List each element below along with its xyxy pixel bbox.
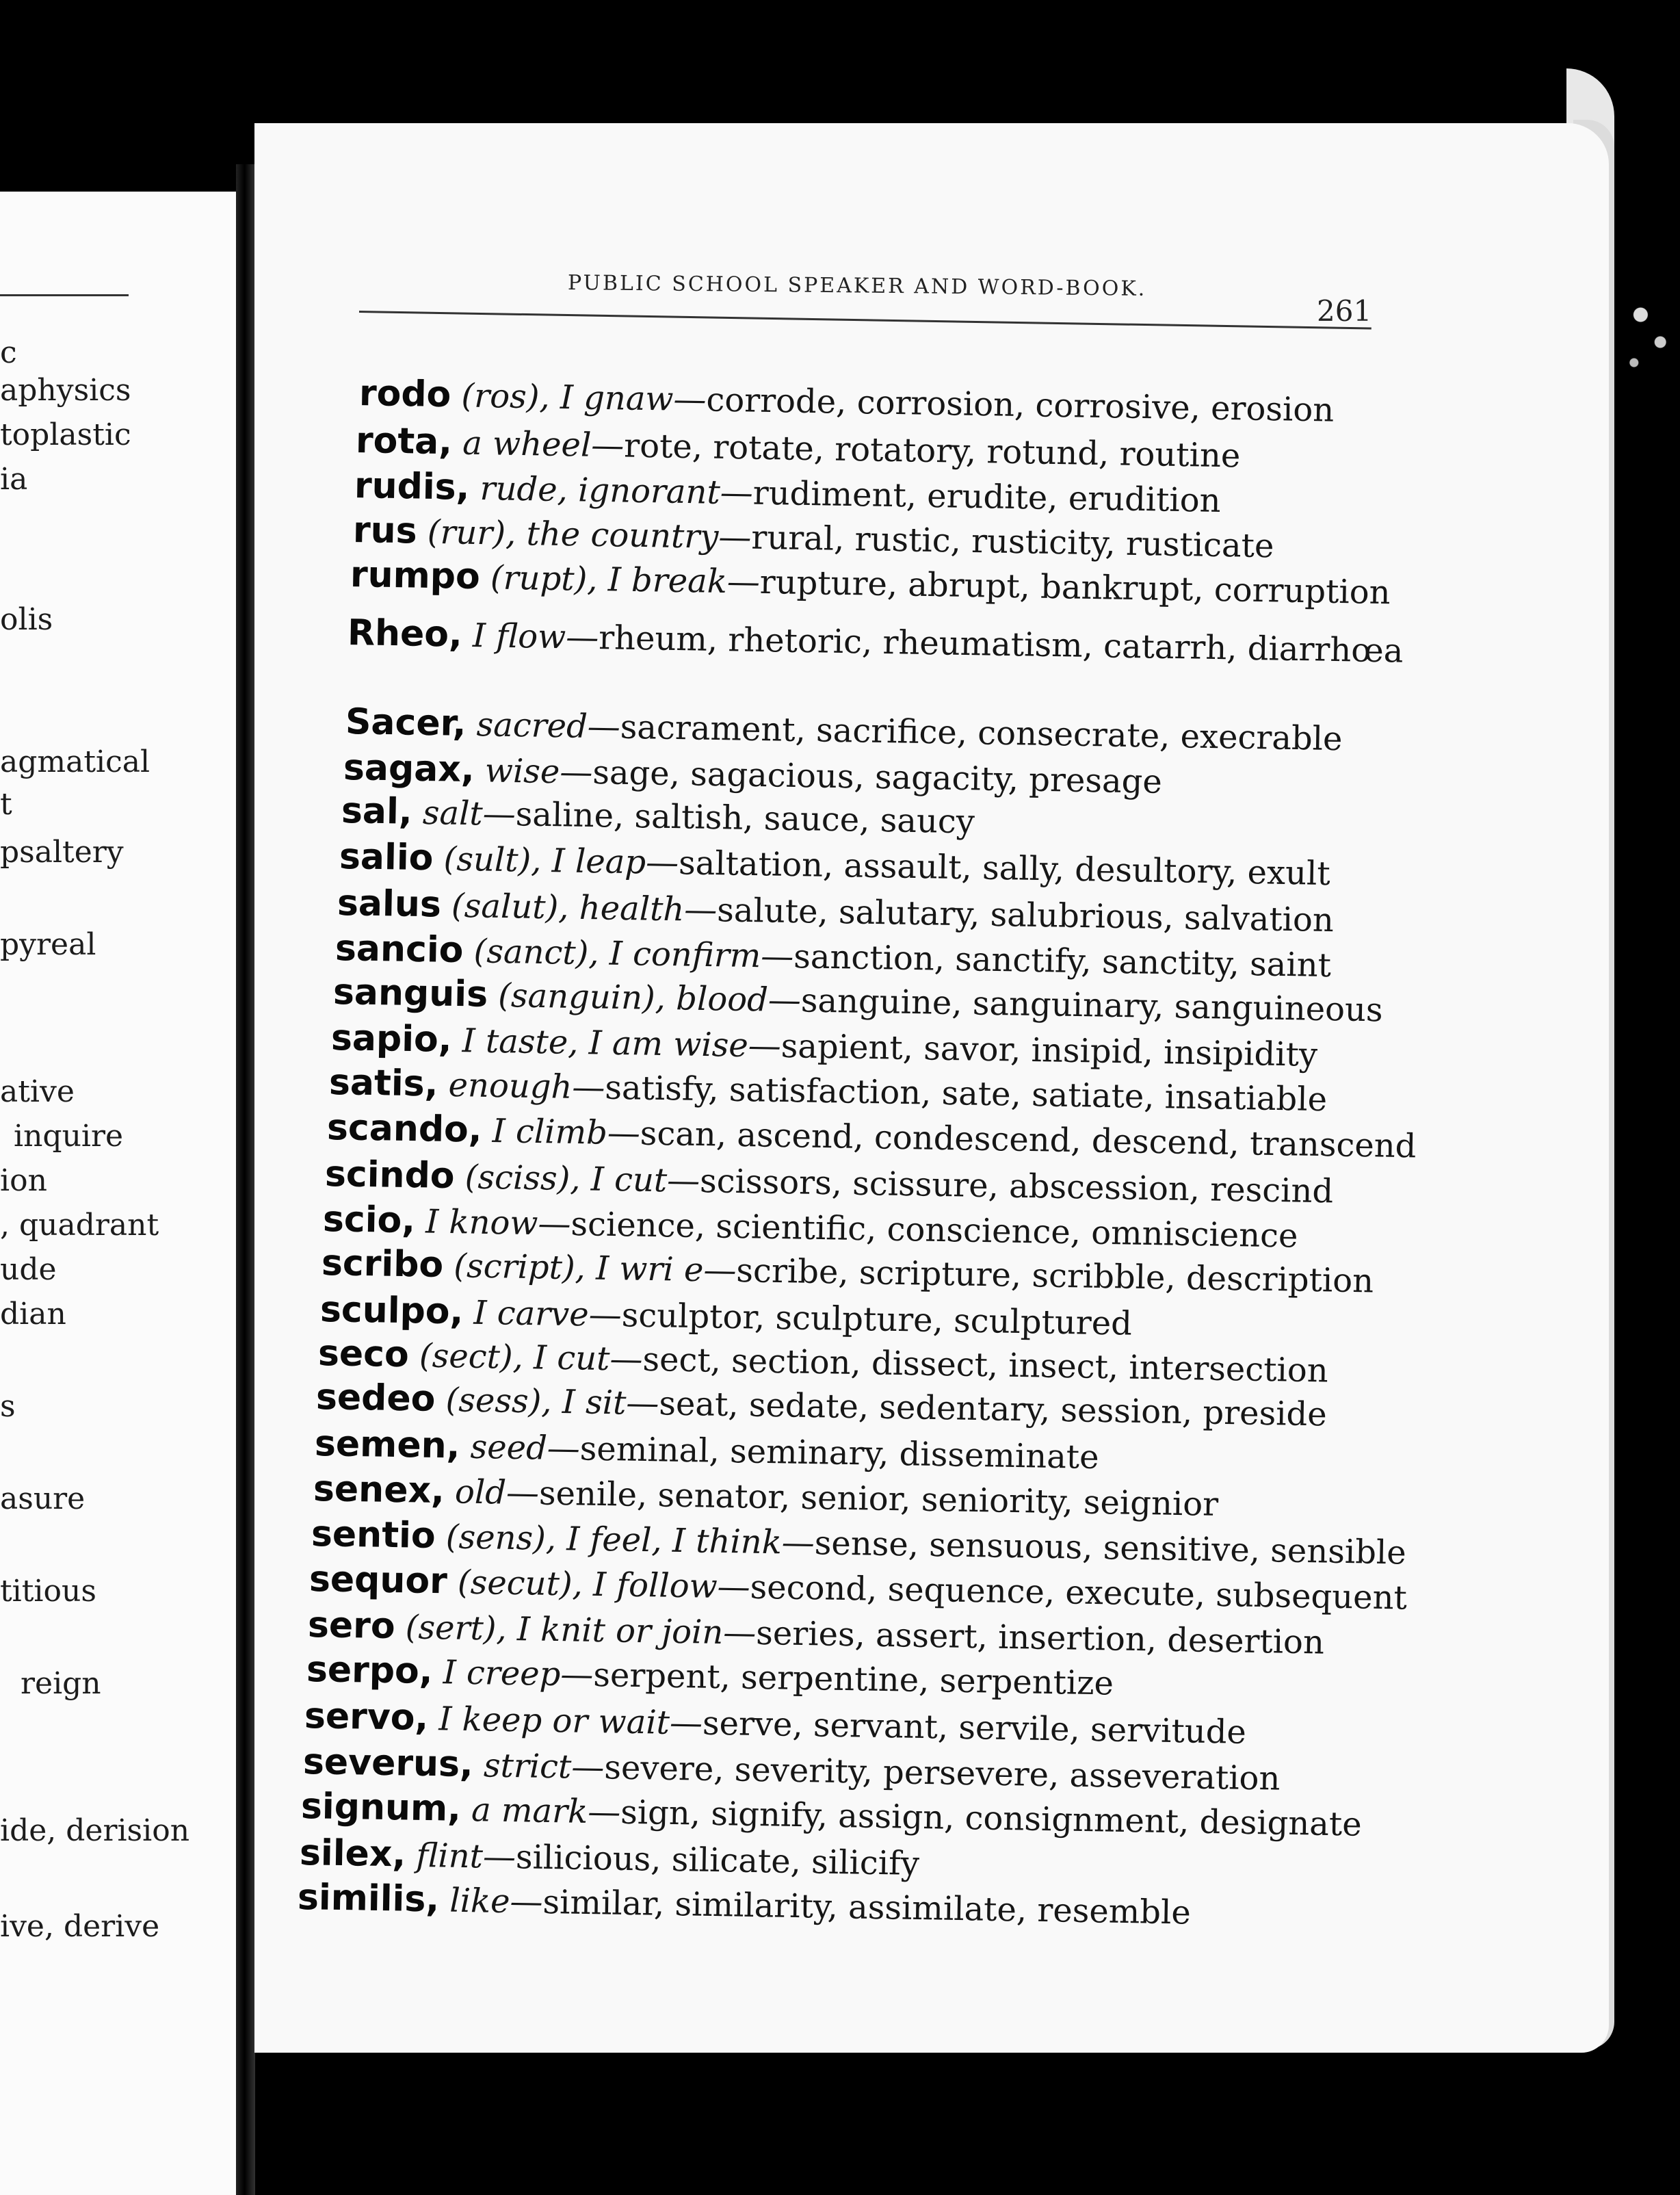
entry-headword: serpo, [306,1649,434,1693]
entry-derivatives: scissors, scissure, abscession, rescind [699,1162,1334,1211]
entry-headword: sequor [309,1559,448,1602]
entry-gloss: I sit— [562,1382,659,1423]
book-gutter [236,164,255,2195]
entry-derivatives: science, scientific, conscience, omniscience [570,1205,1298,1256]
running-header: PUBLIC SCHOOL SPEAKER AND WORD-BOOK. [567,271,1147,301]
entry-derivatives: similar, similarity, assimilate, resemble [542,1882,1192,1932]
entry-derivatives: serpent, serpentine, serpentize [592,1655,1114,1703]
left-page-line: dian [0,1297,66,1332]
entry-gloss: I creep— [443,1653,594,1694]
entry-headword: sculpo, [319,1289,464,1333]
left-page-line: agmatical [0,744,150,779]
entry-headword: signum, [300,1786,462,1830]
entry-gloss: I break— [607,560,761,601]
entry-gloss: enough— [448,1065,605,1107]
left-page-line: reign [21,1666,101,1701]
entry-gloss: rude, ignorant— [480,469,754,512]
entry-headword: sedeo [315,1377,436,1420]
left-page-line: t [0,787,12,822]
left-page-line: c [0,335,17,370]
entry-headword: severus, [302,1741,474,1786]
entry-gloss: health— [579,888,718,930]
entry-headword: sancio [334,928,464,972]
entry-gloss: I taste, I am wise— [462,1022,782,1065]
entry-headword: rus [352,510,418,552]
entry-gloss: I gnaw— [560,378,707,419]
entry-gloss: the country— [526,515,752,557]
entry-headword: scando, [326,1107,483,1151]
entry-stem: (sanct), [473,932,600,973]
entry-derivatives: senile, senator, senior, seniority, seignior [538,1474,1219,1524]
entry-headword: servo, [304,1696,429,1739]
entry-gloss: I follow— [592,1565,751,1607]
entry-gloss: I keep or wait— [438,1700,703,1743]
entry-derivatives: saltation, assault, sally, desultory, exult [678,844,1331,894]
entry-headword: satis, [328,1062,438,1105]
entry-derivatives: rheum, rhetoric, rheumatism, catarrh, diarrhœa [598,619,1404,671]
entry-stem: (sciss), [464,1158,581,1199]
left-page-line: ive, derive [0,1909,160,1944]
entry-derivatives: silicious, silicate, silicify [515,1838,920,1884]
entry-headword: rudis, [354,465,470,508]
entry-derivatives: severe, severity, persevere, asseveration [603,1748,1281,1798]
left-page [0,192,236,2195]
entry-headword: rodo [358,373,451,416]
entry-gloss: I wri e— [595,1249,737,1290]
entry-gloss: I cut— [590,1160,700,1201]
entry-derivatives: sacrament, sacrifice, consecrate, execrable [620,707,1343,759]
entry-derivatives: sign, signify, assign, consignment, designate [620,1793,1363,1844]
left-page-line: ia [0,462,28,497]
entry-headword: sentio [311,1514,436,1557]
entry-headword: semen, [314,1423,460,1467]
entry-gloss: like— [449,1881,544,1921]
entry-gloss: I leap— [551,842,679,883]
entry-stem: (rupt), [490,558,599,599]
entry-stem: (secut), [457,1563,583,1604]
entry-headword: sal, [341,790,413,833]
entry-gloss: strict— [483,1746,605,1787]
entry-derivatives: satisfy, satisfaction, sate, satiate, insatiable [604,1068,1328,1119]
entry-stem: (script), [453,1247,586,1288]
paper-fragment [1614,260,1680,397]
entry-gloss: salt— [422,793,516,834]
left-page-line: ion [0,1163,47,1198]
entry-stem: (ros), [461,376,551,417]
entry-gloss: I carve— [473,1293,622,1335]
left-page-line: s [0,1389,16,1424]
entry-headword: salio [339,836,434,879]
entry-derivatives: sect, section, dissect, insect, intersection [642,1340,1329,1390]
entry-gloss: sacred— [476,705,621,746]
entry-derivatives: sapient, savor, insipid, insipidity [780,1026,1318,1074]
entry-derivatives: scribe, scripture, scribble, description [735,1251,1374,1301]
entry-gloss: I climb— [492,1112,641,1153]
entry-headword: sapio, [330,1017,453,1061]
left-page-line: titious [0,1574,96,1609]
entry-stem: (salut), [451,886,570,927]
entry-derivatives: rural, rustic, rusticity, rusticate [750,518,1274,566]
left-page-line: aphysics [0,373,131,408]
entry-headword: sanguis [332,972,488,1015]
entry-stem: (sert), [405,1608,508,1648]
entry-derivatives: sense, sensuous, sensitive, sensible [814,1524,1407,1572]
left-page-line: ude [0,1252,57,1287]
entry-derivatives: corrode, corrosion, corrosive, erosion [706,380,1335,430]
entry-stem: (sult), [443,840,542,880]
left-page-line: psaltery [0,835,124,870]
entry-derivatives: second, sequence, execute, subsequent [750,1568,1408,1618]
left-page-line: olis [0,602,53,637]
entry-stem: (rur), [427,512,516,553]
left-page-line: toplastic [0,417,131,452]
left-page-line: ative [0,1074,75,1109]
entry-gloss: old— [454,1472,540,1513]
entry-headword: Rheo, [347,612,463,655]
entry-derivatives: sculptor, sculpture, sculptured [621,1296,1133,1343]
left-page-line: , quadrant [0,1208,159,1243]
entry-gloss: I flow— [472,616,599,658]
left-page-rule [0,294,129,296]
entry-headword: sero [307,1605,396,1648]
entry-derivatives: scan, ascend, condescend, descend, transcend [640,1114,1417,1166]
entry-headword: Sacer, [345,701,467,744]
page-number: 261 [1317,294,1372,328]
entry-gloss: I confirm— [609,934,794,976]
entry-gloss: I feel, I think— [566,1520,815,1563]
entry-stem: (sect), [419,1336,524,1377]
entry-headword: rota, [355,420,453,463]
entry-headword: silex, [299,1832,406,1875]
entry-gloss: a mark— [471,1791,621,1832]
entry-stem: (sanguin), [497,976,666,1018]
entry-gloss: I know— [425,1202,571,1244]
entry-derivatives: salute, salutary, salubrious, salvation [716,891,1335,940]
entry-gloss: seed— [470,1427,581,1468]
entry-derivatives: series, assert, insertion, desertion [755,1613,1325,1662]
entry-headword: seco [317,1333,410,1376]
entry-derivatives: sanguine, sanguinary, sanguineous [800,981,1384,1030]
entry-derivatives: serve, servant, servile, servitude [702,1704,1247,1752]
entry-derivatives: rupture, abrupt, bankrupt, corruption [759,562,1391,612]
entry-headword: scribo [321,1243,444,1286]
entry-stem: (sess), [445,1381,553,1421]
left-page-line: inquire [14,1119,124,1154]
entry-gloss: a wheel— [462,424,625,465]
left-page-line: asure [0,1481,86,1516]
entry-headword: sagax, [343,747,475,791]
entry-stem: (sens), [445,1518,557,1558]
entry-gloss: wise— [484,751,593,792]
entry-headword: rumpo [350,554,481,598]
entry-headword: senex, [313,1468,445,1512]
entry-headword: salus [337,883,442,926]
entry-derivatives: rudiment, erudite, erudition [752,473,1222,520]
entry-derivatives: seminal, seminary, disseminate [579,1429,1099,1477]
entry-derivatives: saline, saltish, sauce, saucy [515,795,975,842]
entry-headword: scindo [324,1154,456,1197]
entry-headword: similis, [297,1877,440,1921]
entry-gloss: I knit or join— [516,1610,757,1652]
entry-derivatives: seat, sedate, sedentary, session, preside [658,1384,1328,1434]
entry-derivatives: sage, sagacious, sagacity, presage [592,753,1163,801]
entry-gloss: flint— [415,1836,516,1877]
entry-headword: scio, [322,1199,416,1242]
left-page-line: ide, derision [0,1813,190,1848]
left-page-line: pyreal [0,927,96,962]
entry-derivatives: rote, rotate, rotatory, rotund, routine [623,426,1241,476]
entry-gloss: I cut— [533,1338,643,1379]
entry-derivatives: sanction, sanctify, sanctity, saint [793,937,1332,985]
entry-gloss: blood— [675,979,802,1020]
